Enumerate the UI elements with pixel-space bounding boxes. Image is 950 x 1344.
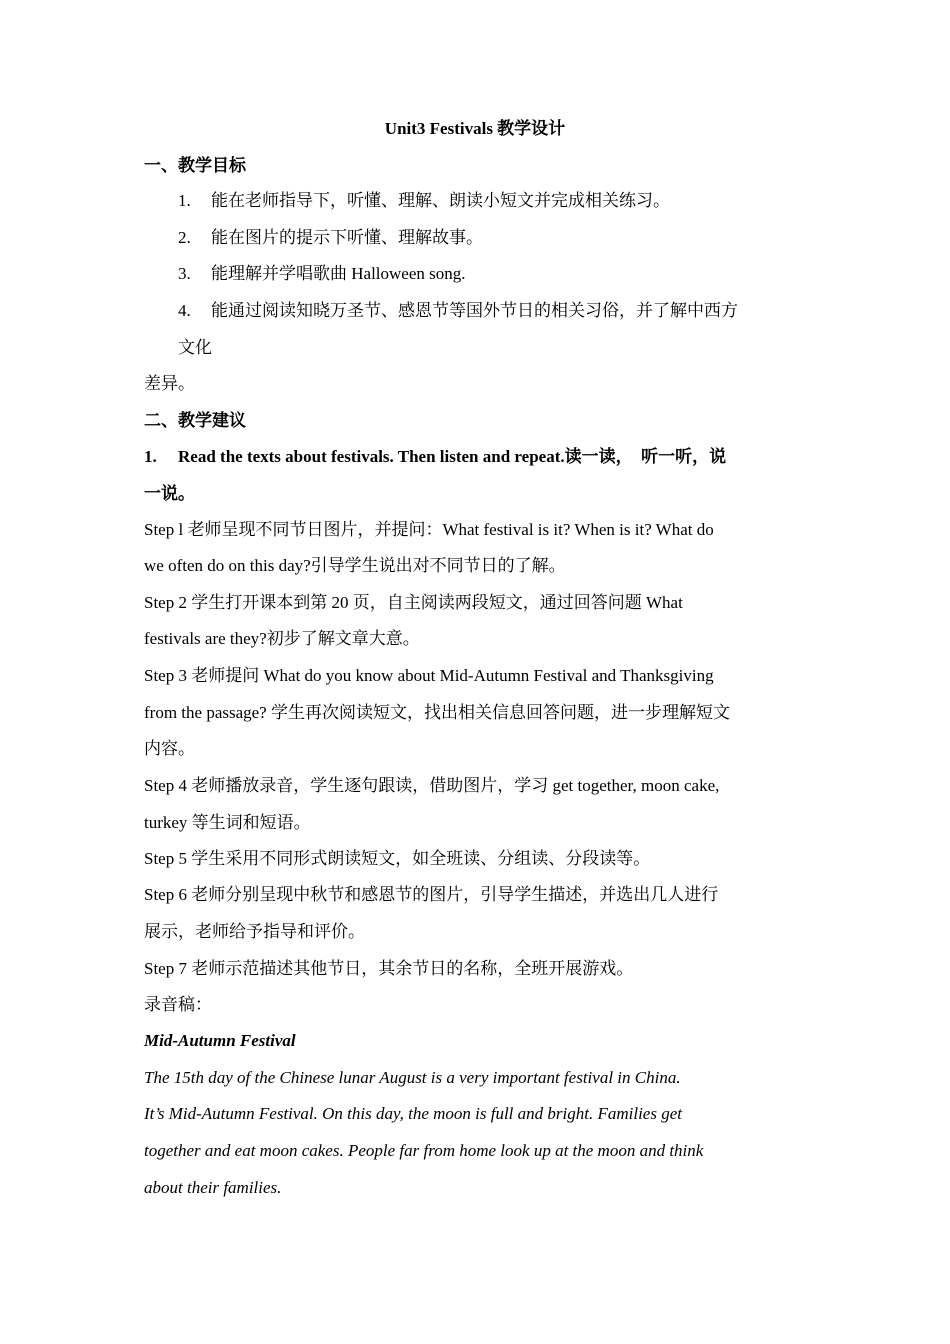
section-heading-objectives: 一、教学目标 <box>144 156 246 175</box>
paragraph-text: 差异。 <box>144 374 195 393</box>
list-item-number: 3. <box>178 264 191 283</box>
step-text: festivals are they?初步了解文章大意。 <box>144 629 420 648</box>
script-title: Mid-Autumn Festival <box>144 1031 296 1050</box>
step-text: Step 6 老师分别呈现中秋节和感恩节的图片，引导学生描述，并选出几人进行 <box>144 885 719 904</box>
list-item-text: 能在图片的提示下听懂、理解故事。 <box>211 228 483 247</box>
subsection-heading-cont: 一说。 <box>144 484 195 503</box>
list-item-text: 能通过阅读知晓万圣节、感恩节等国外节日的相关习俗，并了解中西方 <box>211 301 738 320</box>
step-text: Step 7 老师示范描述其他节日，其余节日的名称，全班开展游戏。 <box>144 959 634 978</box>
script-label: 录音稿： <box>144 995 212 1014</box>
step-text: from the passage? 学生再次阅读短文，找出相关信息回答问题，进一步理解短文 <box>144 703 730 722</box>
document-title: Unit3 Festivals 教学设计 <box>384 119 566 138</box>
script-text: It’s Mid-Autumn Festival. On this day, the moon is full and bright. Families get <box>144 1104 682 1123</box>
step-text: Step 5 学生采用不同形式朗读短文，如全班读、分组读、分段读等。 <box>144 849 651 868</box>
step-text: 内容。 <box>144 739 195 758</box>
step-text: Step 4 老师播放录音，学生逐句跟读，借助图片，学习 get together, moon cake, <box>144 776 720 795</box>
step-text: turkey 等生词和短语。 <box>144 813 311 832</box>
list-item-number: 2. <box>178 228 191 247</box>
list-item-text: 能在老师指导下，听懂、理解、朗读小短文并完成相关练习。 <box>211 191 670 210</box>
step-text: Step 3 老师提问 What do you know about Mid-Autumn Festival and Thanksgiving <box>144 666 714 685</box>
step-text: 展示，老师给予指导和评价。 <box>144 922 365 941</box>
script-text: together and eat moon cakes. People far from home look up at the moon and think <box>144 1141 704 1160</box>
step-text: we often do on this day?引导学生说出对不同节日的了解。 <box>144 556 566 575</box>
list-item-continuation: 文化 <box>178 338 212 357</box>
list-item-number: 1. <box>178 191 191 210</box>
subsection-heading: Read the texts about festivals. Then listen and repeat.读一读， 听一听，说 <box>178 447 727 466</box>
list-item-text: 能理解并学唱歌曲 Halloween song. <box>211 264 466 283</box>
script-text: about their families. <box>144 1178 282 1197</box>
step-text: Step 2 学生打开课本到第 20 页，自主阅读两段短文，通过回答问题 What <box>144 593 683 612</box>
step-text: Step l 老师呈现不同节日图片，并提问：What festival is it? When is it? What do <box>144 520 714 539</box>
list-item-number: 4. <box>178 301 191 320</box>
subsection-number: 1. <box>144 447 157 466</box>
script-text: The 15th day of the Chinese lunar August is a very important festival in China. <box>144 1068 681 1087</box>
section-heading-suggestions: 二、教学建议 <box>144 411 246 430</box>
